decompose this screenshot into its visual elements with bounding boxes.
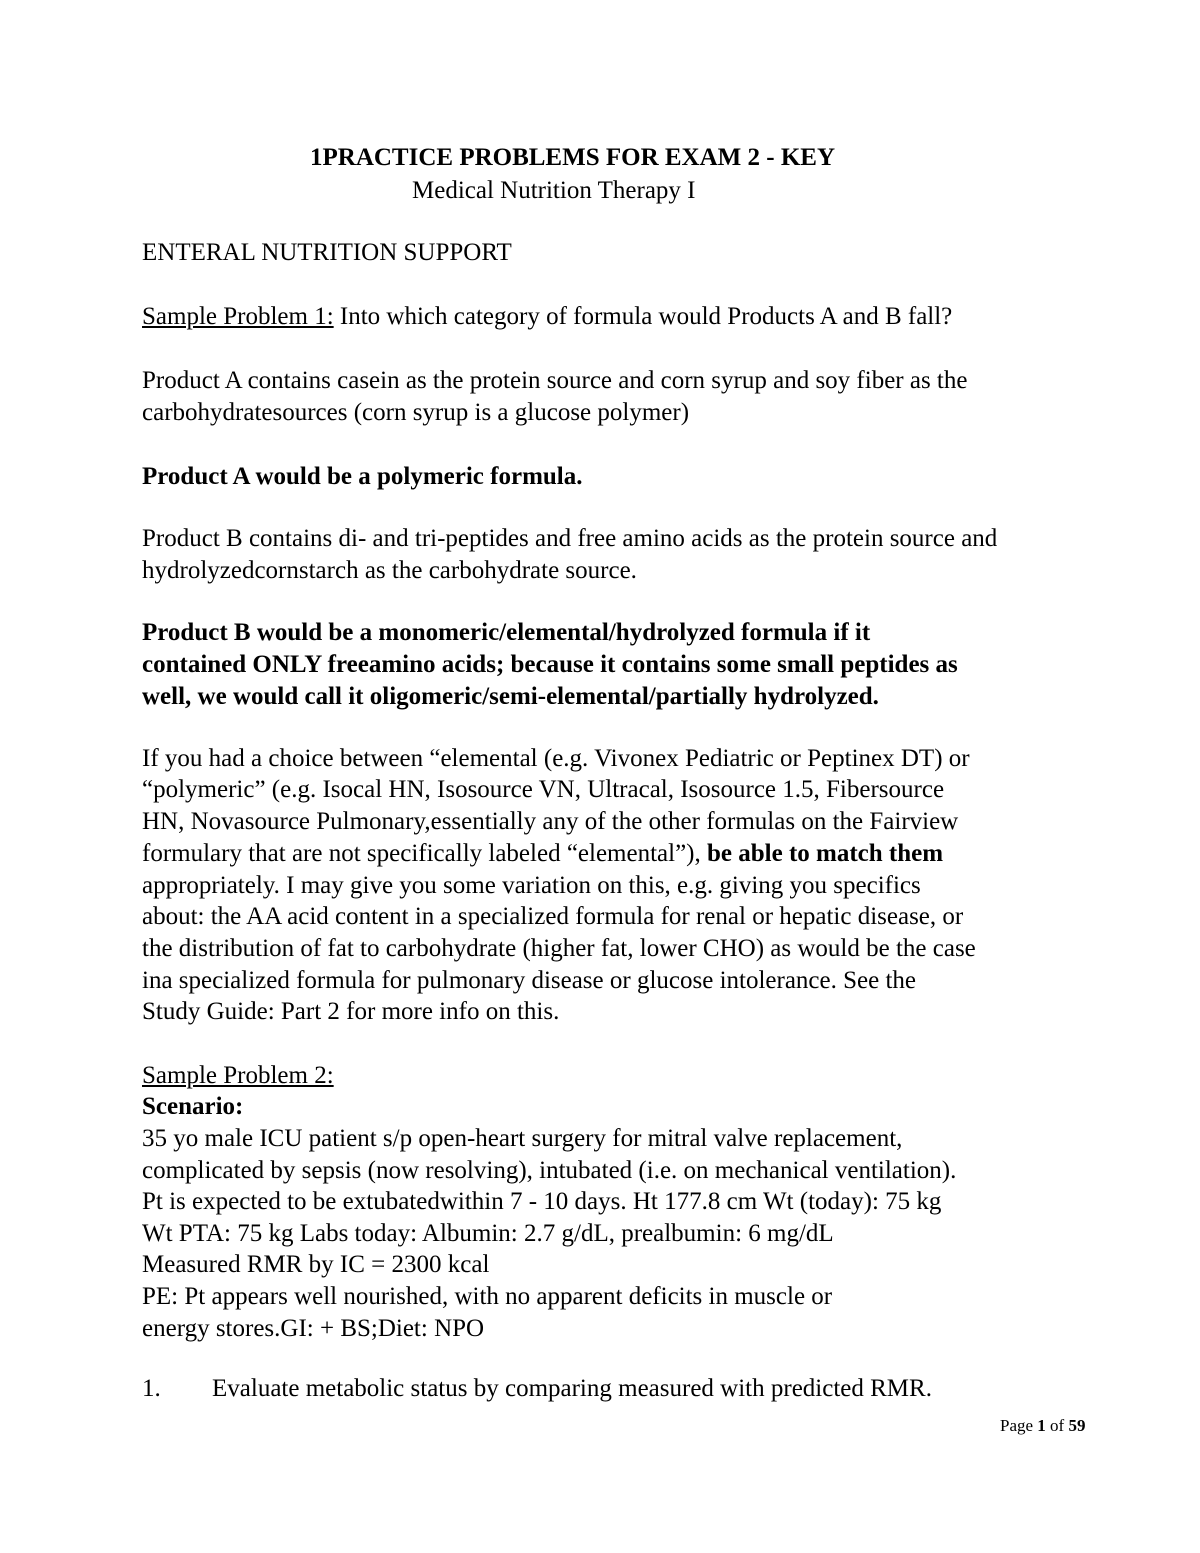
product-b-answer-line: contained ONLY freeamino acids; because it contains some small peptides as: [142, 651, 958, 678]
scenario-line: complicated by sepsis (now resolving), intubated (i.e. on mechanical ventilation).: [142, 1157, 957, 1184]
scenario-line: 35 yo male ICU patient s/p open-heart surgery for mitral valve replacement,: [142, 1125, 903, 1152]
choice-line: HN, Novasource Pulmonary,essentially any of the other formulas on the Fairview: [142, 808, 959, 835]
scenario-line: Pt is expected to be extubatedwithin 7 - 10 days. Ht 177.8 cm Wt (today): 75 kg: [142, 1188, 942, 1215]
choice-line: “polymeric” (e.g. Isocal HN, Isosource VN, Ultracal, Isosource 1.5, Fibersource: [142, 776, 945, 803]
scenario-line: energy stores.GI: + BS;Diet: NPO: [142, 1315, 485, 1342]
scenario-line: Measured RMR by IC = 2300 kcal: [142, 1251, 490, 1278]
choice-line: If you had a choice between “elemental (e.g. Vivonex Pediatric or Peptinex DT) or: [142, 745, 970, 772]
question-1-number: 1.: [142, 1375, 161, 1402]
product-b-line: Product B contains di- and tri-peptides and free amino acids as the protein source and: [142, 525, 998, 552]
page-total: 59: [1068, 1416, 1086, 1435]
page-prefix: Page: [1000, 1416, 1038, 1435]
scenario-label: Scenario:: [142, 1093, 244, 1120]
scenario-line: PE: Pt appears well nourished, with no apparent deficits in muscle or: [142, 1283, 833, 1310]
product-b-answer-line: well, we would call it oligomeric/semi-elemental/partially hydrolyzed.: [142, 683, 879, 710]
page-title: 1PRACTICE PROBLEMS FOR EXAM 2 - KEY: [310, 144, 836, 171]
choice-line-bold: be able to match them: [707, 840, 944, 867]
choice-line: Study Guide: Part 2 for more info on this.: [142, 998, 560, 1025]
choice-line: [142, 839, 943, 869]
problem-1-question: Into which category of formula would Products A and B fall?: [333, 303, 953, 330]
product-a-line: Product A contains casein as the protein source and corn syrup and soy fiber as the: [142, 367, 968, 394]
section-heading: ENTERAL NUTRITION SUPPORT: [142, 239, 512, 266]
page-number-footer: [1000, 1416, 1085, 1436]
choice-line: appropriately. I may give you some variation on this, e.g. giving you specifics: [142, 872, 921, 899]
problem-2-label: Sample Problem 2:: [142, 1062, 334, 1089]
question-1-text: Evaluate metabolic status by comparing measured with predicted RMR.: [212, 1375, 932, 1402]
sample-problem-1: [142, 302, 952, 332]
product-a-line: carbohydratesources (corn syrup is a glucose polymer): [142, 399, 690, 426]
choice-line-text: formulary that are not specifically labeled “elemental”),: [142, 840, 708, 867]
product-b-line: hydrolyzedcornstarch as the carbohydrate source.: [142, 557, 637, 584]
page-of: of: [1045, 1416, 1069, 1435]
page-current: 1: [1037, 1416, 1046, 1435]
scenario-line: Wt PTA: 75 kg Labs today: Albumin: 2.7 g/dL, prealbumin: 6 mg/dL: [142, 1220, 834, 1247]
choice-line: the distribution of fat to carbohydrate (higher fat, lower CHO) as would be the case: [142, 935, 976, 962]
choice-line: about: the AA acid content in a specialized formula for renal or hepatic disease, or: [142, 903, 964, 930]
problem-1-label: Sample Problem 1:: [142, 303, 334, 330]
product-a-answer: Product A would be a polymeric formula.: [142, 463, 583, 490]
choice-line: ina specialized formula for pulmonary disease or glucose intolerance. See the: [142, 967, 917, 994]
product-b-answer-line: Product B would be a monomeric/elemental/hydrolyzed formula if it: [142, 619, 871, 646]
page-subtitle: Medical Nutrition Therapy I: [412, 177, 696, 204]
